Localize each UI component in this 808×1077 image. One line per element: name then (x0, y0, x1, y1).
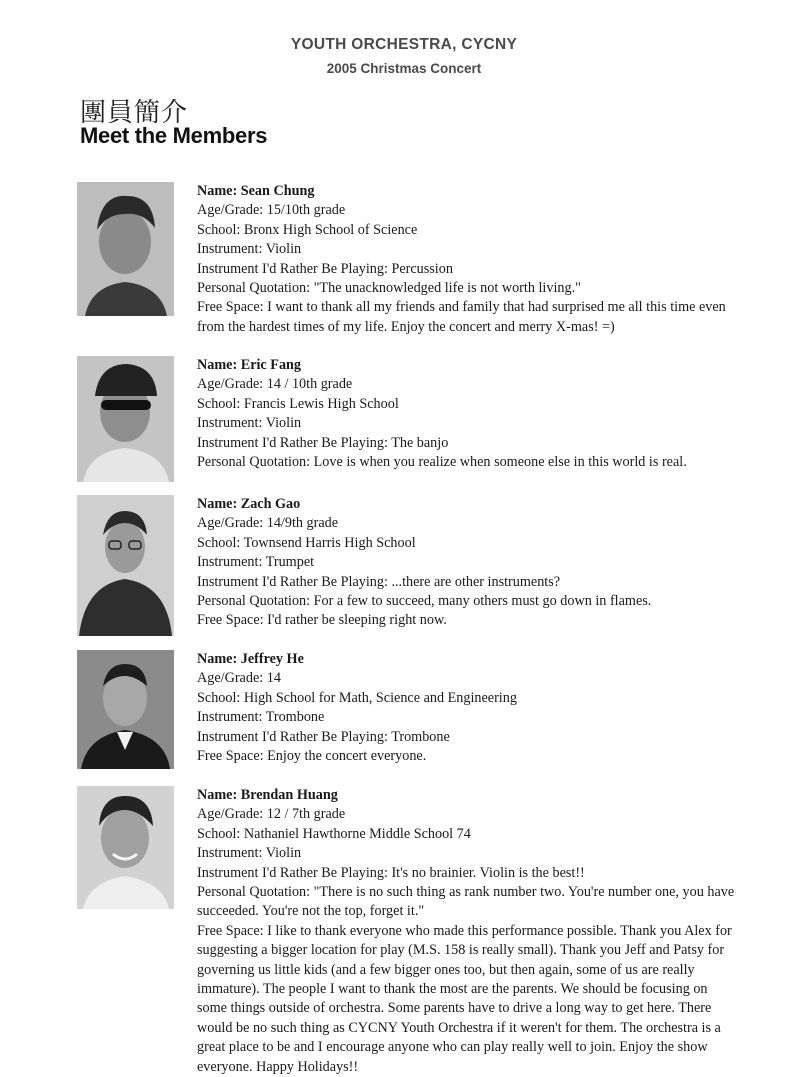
member-age-grade: Age/Grade: 14/9th grade (197, 515, 339, 532)
page-subtitle: 2005 Christmas Concert (326, 61, 482, 76)
member-instrument: Instrument: Violin (197, 845, 302, 862)
member-preferred-instrument: Instrument I'd Rather Be Playing: It's no brainier. Violin is the best!! (197, 864, 585, 881)
member-free-space-cont: great place to be and I encourage anyone who can play really well to join. Enjoy the show (197, 1039, 708, 1056)
member-school: School: High School for Math, Science and Engineering (197, 689, 517, 706)
member-preferred-instrument: Instrument I'd Rather Be Playing: Percussion (197, 260, 453, 277)
member-instrument: Instrument: Trombone (197, 709, 325, 726)
member-free-space: Free Space: Enjoy the concert everyone. (197, 748, 427, 765)
member-free-space-cont: would be no such thing as CYCNY Youth Orchestra if it weren't for them. The orchestra is a (197, 1019, 721, 1036)
member-name: Name: Zach Gao (197, 496, 301, 512)
member-preferred-instrument: Instrument I'd Rather Be Playing: The banjo (197, 434, 449, 451)
member-quotation: Personal Quotation: "There is no such thing as rank number two. You're number one, you have (197, 884, 735, 901)
member-school: School: Francis Lewis High School (197, 395, 399, 412)
member-quotation: Personal Quotation: Love is when you realize when someone else in this world is real. (197, 454, 687, 471)
member-free-space: Free Space: I'd rather be sleeping right now. (197, 612, 447, 629)
member-age-grade: Age/Grade: 15/10th grade (197, 202, 346, 219)
member-free-space: Free Space: I like to thank everyone who made this performance possible. Thank you Alex for (197, 922, 732, 939)
member-quotation: Personal Quotation: For a few to succeed, many others must go down in flames. (197, 593, 652, 610)
member-preferred-instrument: Instrument I'd Rather Be Playing: Trombone (197, 728, 450, 745)
member-age-grade: Age/Grade: 14 (197, 670, 281, 687)
member-quotation: Personal Quotation: "The unacknowledged life is not worth living." (197, 280, 581, 297)
member-instrument: Instrument: Violin (197, 415, 302, 432)
member-school: School: Bronx High School of Science (197, 221, 418, 238)
section-title: Meet the Members (80, 123, 268, 148)
member-instrument: Instrument: Trumpet (197, 554, 315, 571)
member-free-space-cont: everyone. Happy Holidays!! (197, 1058, 359, 1075)
member-name: Name: Sean Chung (197, 183, 315, 199)
member-age-grade: Age/Grade: 12 / 7th grade (197, 806, 346, 823)
member-free-space-cont: suggesting a bigger location for play (M.S. 158 is really small). Thank you Jeff and Patsy for (197, 942, 725, 959)
member-quotation-cont: succeeded. You're not the top, forget it." (197, 903, 425, 920)
member-free-space-cont: some things outside of orchestra. Some parents have to drive a long way to get here. There (197, 1000, 712, 1017)
member-photo (77, 650, 174, 769)
member-name: Name: Eric Fang (197, 357, 302, 373)
member-free-space-cont: governing us little kids (and a few bigger ones too, but then again, some of us are really (197, 961, 695, 978)
member-free-space-cont: immature). The people I want to thank the most are the parents. We should be focusing on (197, 981, 708, 998)
member-free-space: Free Space: I want to thank all my friends and family that had surprised me all this time even (197, 299, 726, 316)
member-instrument: Instrument: Violin (197, 241, 302, 258)
member-photo (77, 495, 174, 636)
chinese-section-title: 團員簡介 (80, 98, 189, 128)
member-photo (77, 356, 174, 482)
member-name: Name: Brendan Huang (197, 787, 338, 803)
member-school: School: Townsend Harris High School (197, 534, 416, 551)
member-free-space-cont: from the hardest times of my life. Enjoy the concert and merry X-mas! =) (197, 318, 615, 335)
member-photo (77, 182, 174, 316)
page-title: YOUTH ORCHESTRA, CYCNY (290, 36, 518, 53)
member-name: Name: Jeffrey He (197, 651, 304, 667)
member-age-grade: Age/Grade: 14 / 10th grade (197, 376, 353, 393)
member-school: School: Nathaniel Hawthorne Middle School 74 (197, 825, 471, 842)
member-photo (77, 786, 174, 909)
member-preferred-instrument: Instrument I'd Rather Be Playing: ...there are other instruments? (197, 573, 561, 590)
